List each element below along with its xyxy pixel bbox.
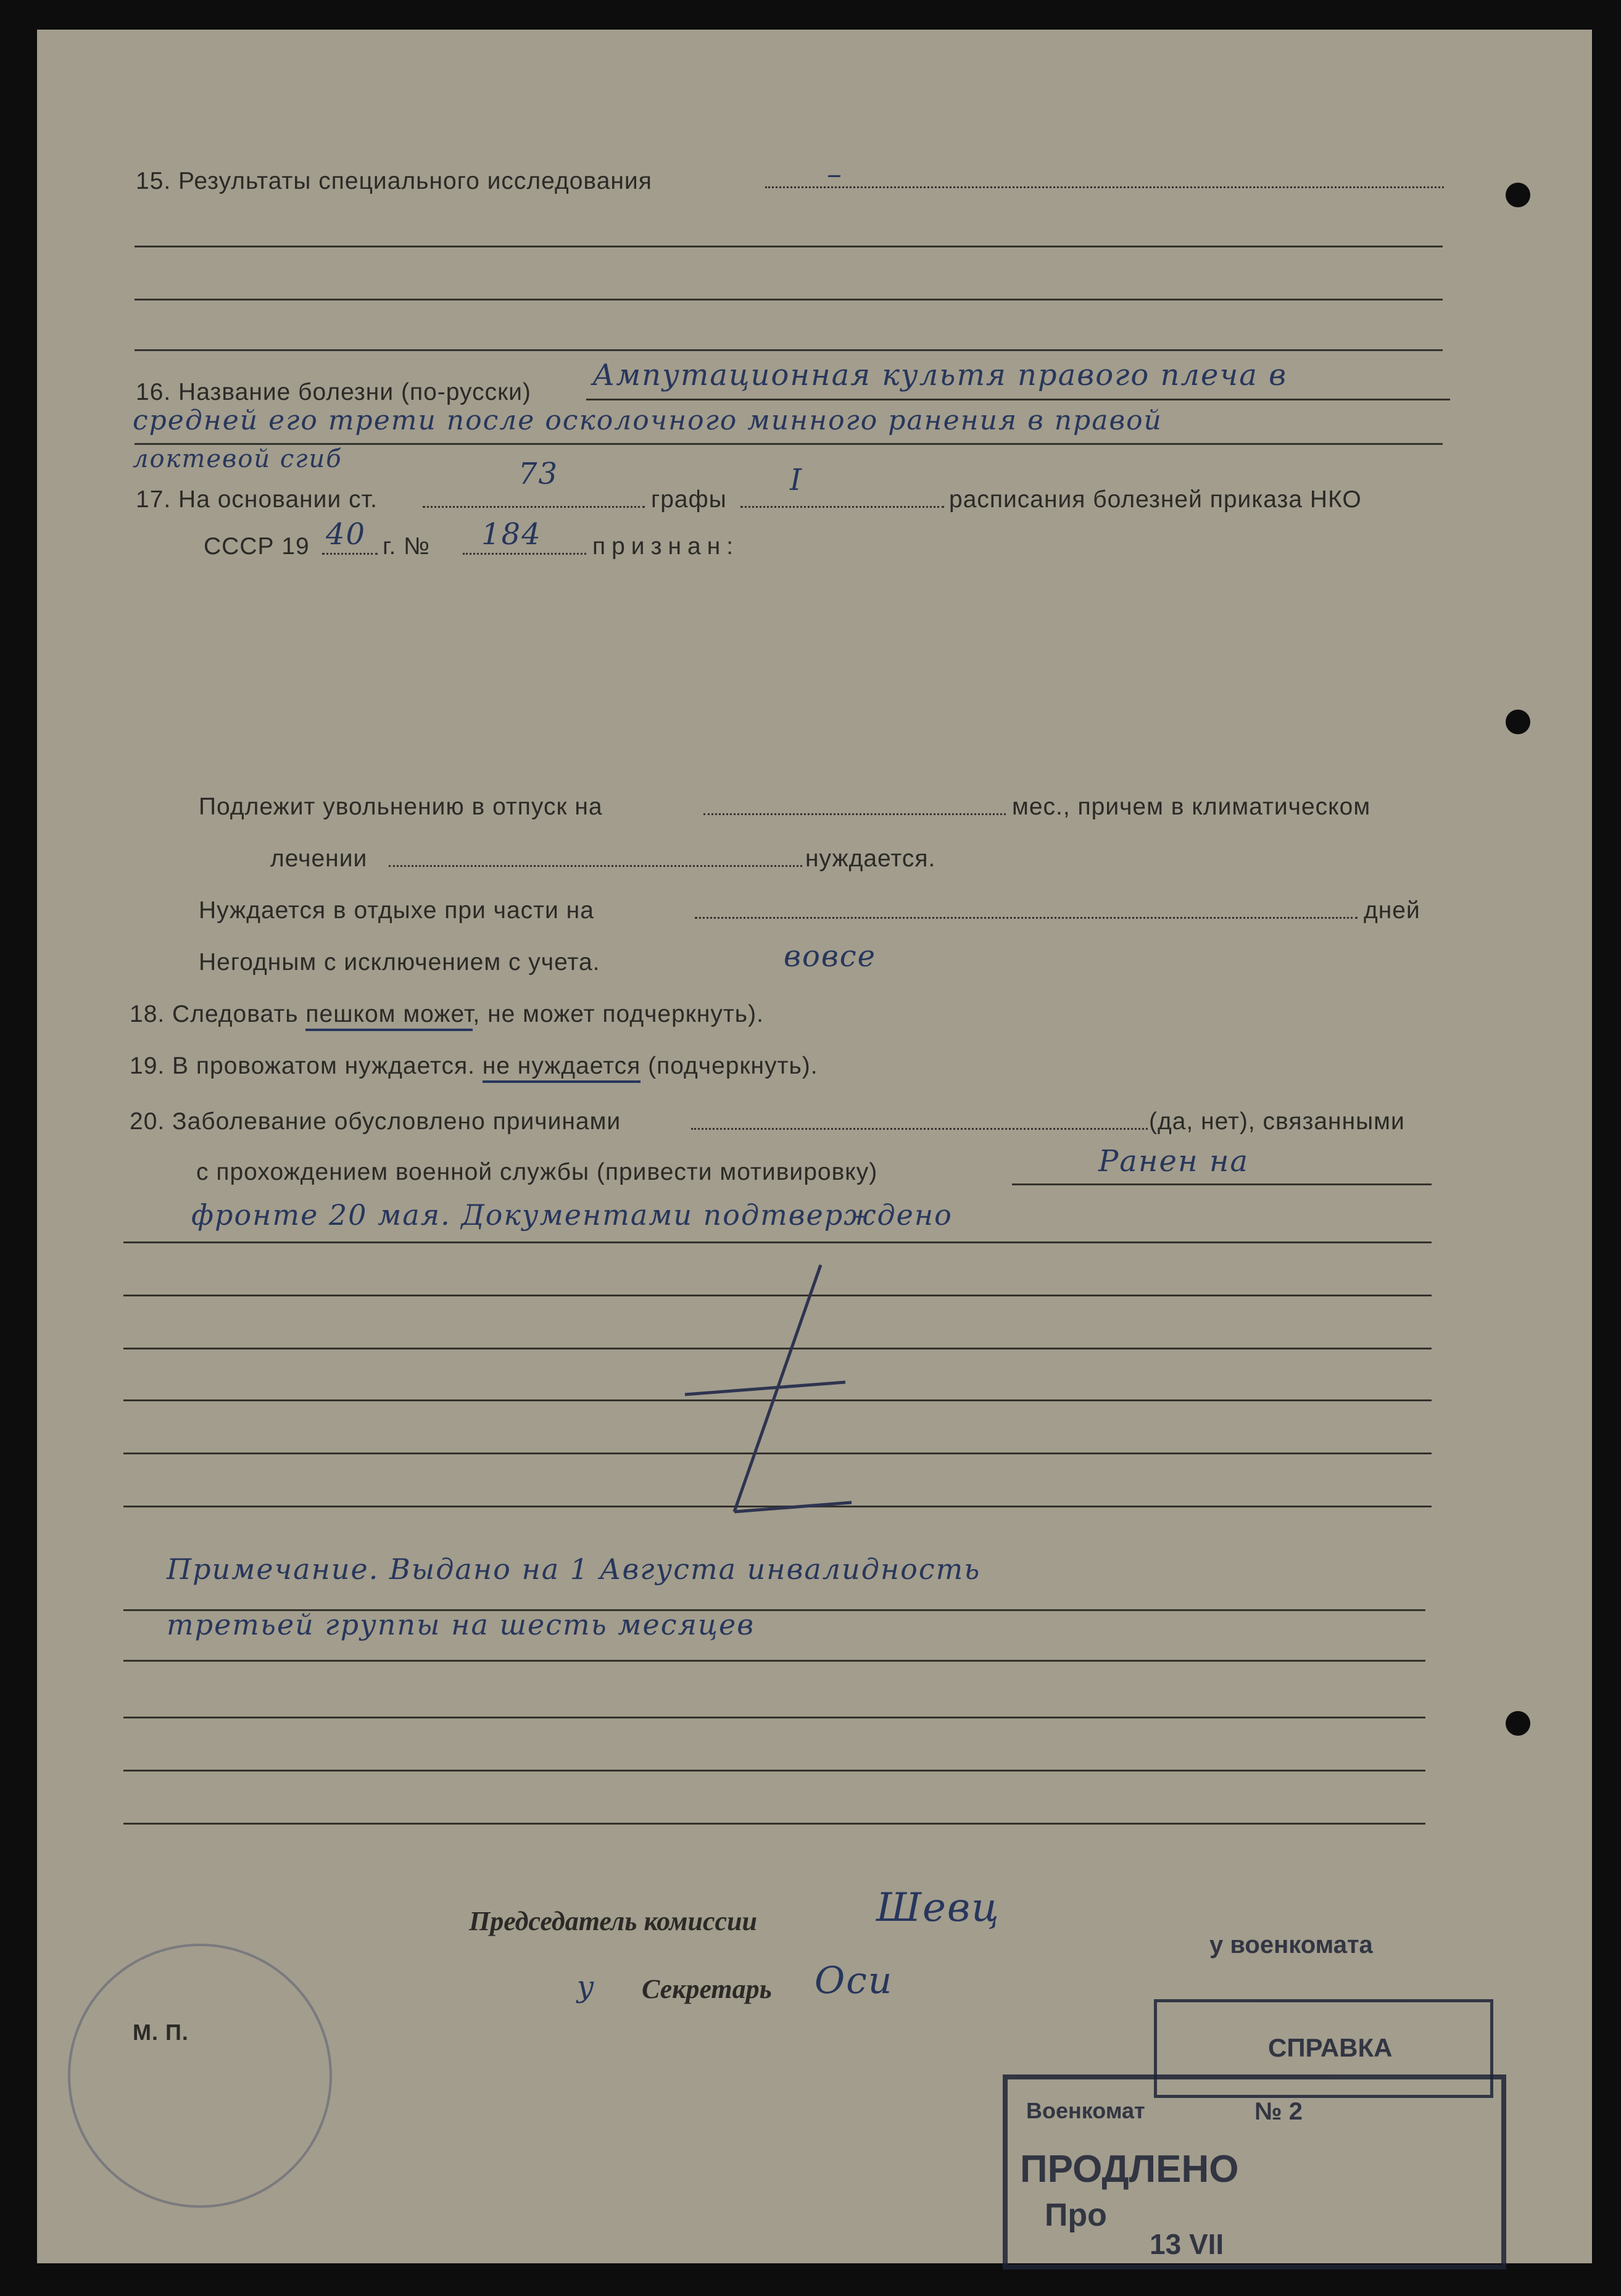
leave-line1-a: Подлежит увольнению в отпуск на [199, 794, 603, 820]
chair-signature: Шевц [876, 1885, 1000, 1931]
fill-line [765, 186, 1444, 188]
unfit-label: Негодным с исключением с учета. [199, 949, 600, 976]
round-seal [68, 1944, 332, 2208]
fill-line [1012, 1183, 1432, 1185]
item20-label-a: 20. Заболевание обусловлено причинами [130, 1108, 621, 1135]
item15-label: 15. Результаты специального исследования [136, 168, 652, 194]
secretary-signature: Оси [815, 1959, 893, 2002]
stamp-top: у военкомата [1209, 1931, 1373, 1958]
item17-article: 73 [518, 457, 559, 491]
fill-line [691, 1128, 1148, 1130]
item19-text: 19. В провожатом нуждается. не нуждается (подчеркнуть). [130, 1054, 818, 1078]
fill-line [740, 506, 944, 508]
item17-label-b: графы [651, 486, 727, 513]
item18-selected-option: пешком может [305, 1001, 473, 1031]
fill-line [135, 349, 1443, 351]
item18-text: 18. Следовать пешком может, не может подчеркнуть). [130, 1002, 764, 1026]
fill-line [135, 246, 1443, 247]
item20-reason-line2: фронте 20 мая. Документами подтверждено [191, 1198, 953, 1232]
chair-label: Председатель комиссии [469, 1906, 758, 1936]
item17-column: I [790, 463, 803, 497]
fill-line [123, 1823, 1425, 1825]
item17-label-e: г. № [383, 533, 430, 560]
item16-diagnosis-line1: Ампутационная культя правого плеча в [592, 358, 1288, 392]
secretary-label: Секретарь [642, 1974, 772, 2004]
item16-diagnosis-line3: локтевой сгиб [133, 445, 342, 473]
note-line2: третьей группы на шесть месяцев [167, 1608, 755, 1641]
rest-days-label: дней [1364, 897, 1420, 924]
fill-line [135, 299, 1443, 300]
fill-line [389, 865, 802, 867]
fill-line [463, 553, 586, 555]
item17-label-d: СССР 19 [204, 533, 310, 560]
stamp-extended: Военкомат № 2 ПРОДЛЕНО Про 13 VII [1003, 2074, 1506, 2269]
item20-reason-line1: Ранен на [1098, 1144, 1250, 1179]
item19-selected-option: не нуждается [483, 1053, 641, 1083]
item16-label: 16. Название болезни (по-русски) [136, 379, 531, 405]
punch-hole [1506, 710, 1530, 734]
leave-line2-b: нуждается. [805, 845, 936, 872]
item16-diagnosis-line2: средней его трети после осколочного минного ранения в правой [133, 405, 1163, 436]
fill-line [123, 1770, 1425, 1772]
rest-label: Нуждается в отдыхе при части на [199, 897, 594, 924]
seal-place-label: М. П. [133, 2020, 189, 2045]
item20-label-b: (да, нет), связанными [1149, 1108, 1405, 1135]
fill-line [695, 917, 1358, 919]
item17-label-a: 17. На основании ст. [136, 486, 378, 513]
item17-year: 40 [326, 517, 367, 552]
fill-line [703, 813, 1006, 815]
item17-label-c: расписания болезней приказа НКО [949, 486, 1362, 513]
fill-line [586, 399, 1450, 400]
strike-mark [666, 1259, 864, 1518]
fill-line [322, 553, 378, 555]
fill-line [123, 1717, 1425, 1718]
note-line1: Примечание. Выдано на 1 Августа инвалидность [167, 1552, 981, 1586]
punch-hole [1506, 1711, 1530, 1736]
leave-line2-a: лечении [270, 845, 368, 872]
item17-label-f: признан: [592, 533, 740, 560]
item20-label-c: с прохождением военной службы (привести мотивировку) [196, 1159, 878, 1185]
leave-line1-b: мес., причем в климатическом [1012, 794, 1371, 820]
fill-line [123, 1660, 1425, 1662]
fill-line [123, 1241, 1432, 1243]
item17-order-no: 184 [481, 517, 542, 552]
secretary-prefix: у [577, 1970, 595, 2004]
item15-dash: – [827, 157, 843, 191]
unfit-value: вовсе [784, 939, 877, 974]
fill-line [423, 506, 645, 508]
stamp-middle: СПРАВКА [1154, 1999, 1493, 2098]
punch-hole [1506, 183, 1530, 207]
